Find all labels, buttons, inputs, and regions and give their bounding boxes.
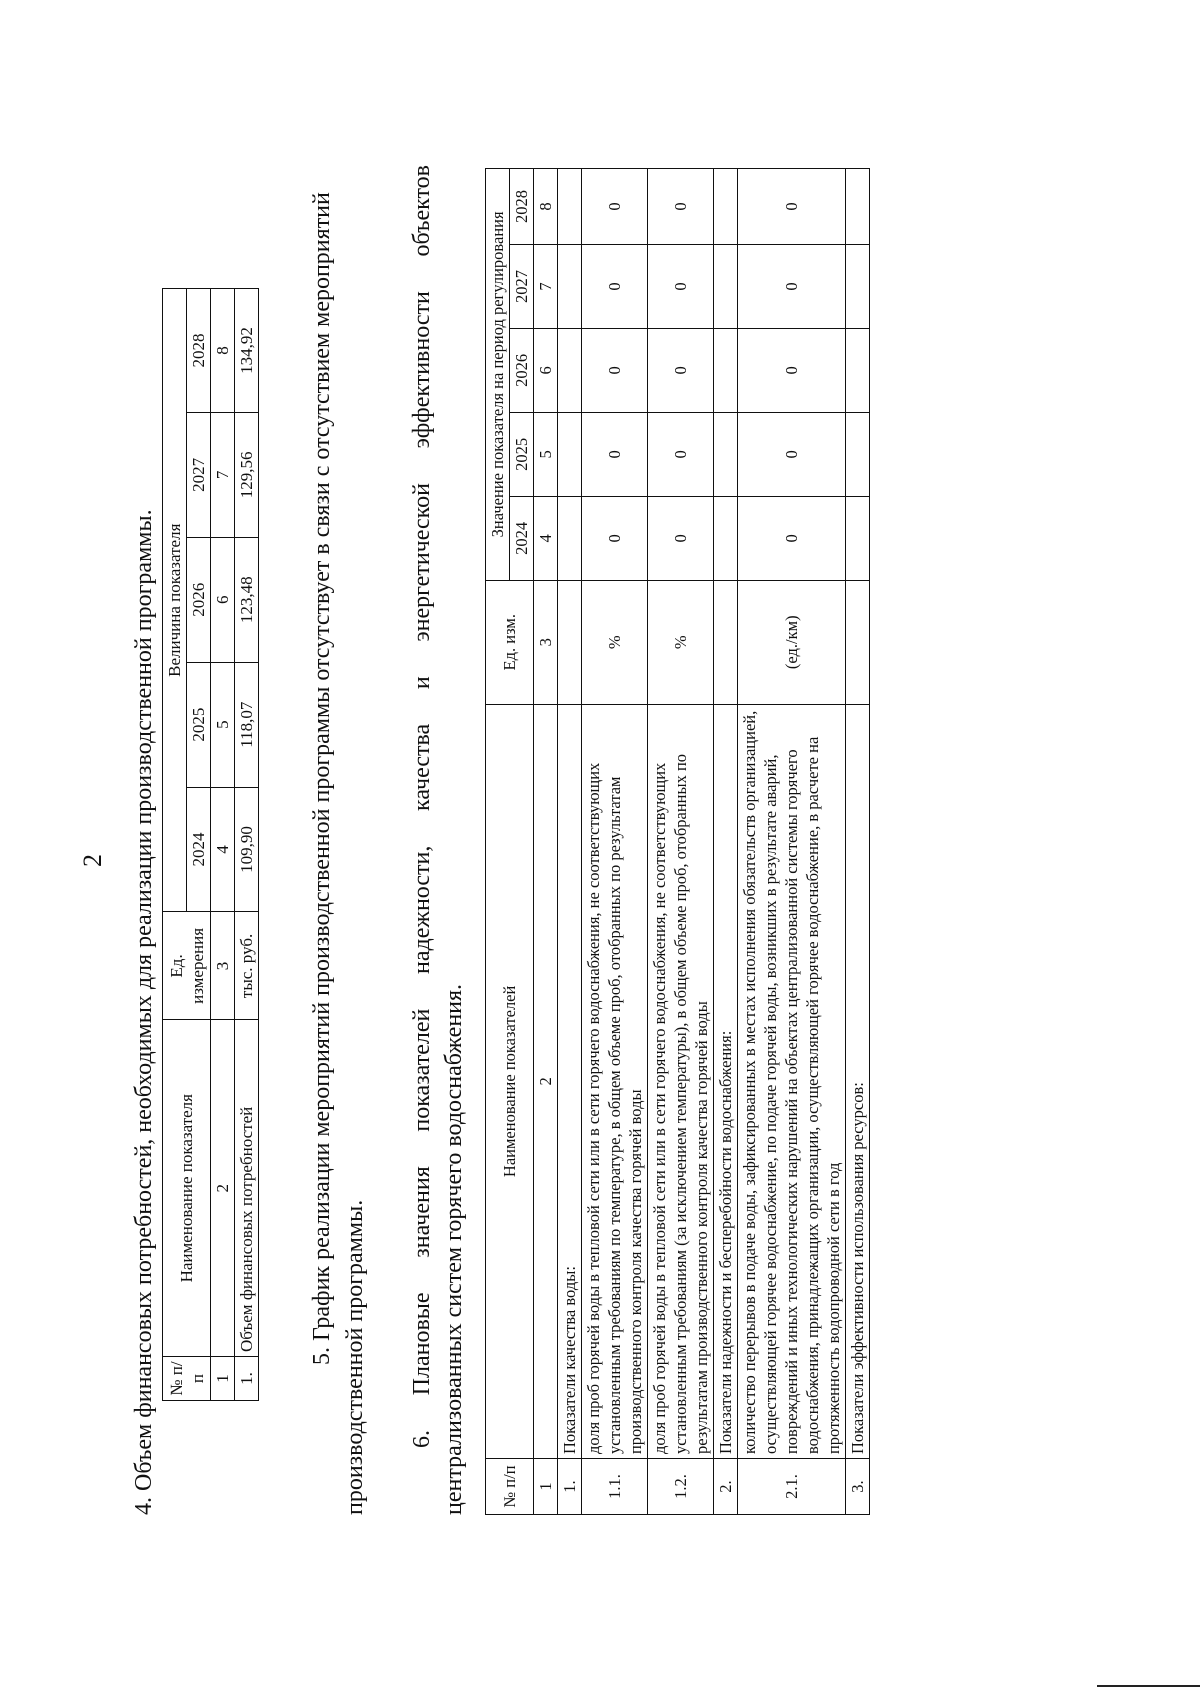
index-cell: 2 [534, 704, 558, 1458]
section4-title: 4. Объем финансовых потребностей, необходимых для реализации производственной программы. [131, 509, 157, 1515]
value-cell: 0 [582, 244, 648, 328]
section6-title-line2: централизованных систем горячего водоснабжения. [441, 983, 467, 1515]
group-row [846, 169, 870, 1515]
index-cell: 5 [534, 412, 558, 496]
financial-needs-table [162, 288, 259, 1401]
value-cell: 0 [648, 496, 714, 580]
index-cell: 8 [211, 289, 235, 413]
index-cell: 7 [211, 412, 235, 537]
page-number: 2 [78, 854, 107, 867]
value-cell: 118,07 [235, 662, 259, 787]
group-name: Показатели эффективности использования ресурсов: [846, 704, 870, 1458]
row-unit: % [582, 580, 648, 704]
value-cell: 129,56 [235, 412, 259, 537]
value-cell: 0 [582, 496, 648, 580]
row-no: 1.2. [648, 1459, 714, 1515]
value-cell: 0 [648, 328, 714, 412]
year-cell: 2027 [187, 412, 211, 537]
row-name: доля проб горячей воды в тепловой сети или в сети горячего водоснабжения, не соответствующих установленным требованиям (за исключением температуры), в общем объеме проб, отобранных по результатам производственного контроля качества горячей воды [648, 704, 714, 1458]
row-name: Объем финансовых потребностей [235, 1020, 259, 1357]
value-cell: 0 [738, 328, 846, 412]
year-cell: 2024 [510, 496, 534, 580]
header-unit: Ед. измерения [163, 912, 211, 1020]
value-cell: 123,48 [235, 537, 259, 662]
header-name: Наименование показателей [486, 704, 534, 1458]
index-cell: 4 [534, 496, 558, 580]
row-no: 1. [235, 1357, 259, 1401]
value-cell: 0 [738, 169, 846, 245]
row-no: 2.1. [738, 1459, 846, 1515]
index-row [211, 289, 235, 1401]
value-cell: 0 [582, 169, 648, 245]
row-unit: % [648, 580, 714, 704]
index-cell: 1 [211, 1357, 235, 1401]
row-unit: тыс. руб. [235, 912, 259, 1020]
group-name: Показатели качества воды: [558, 704, 582, 1458]
header-unit: Ед. изм. [486, 580, 534, 704]
index-cell: 1 [534, 1459, 558, 1515]
header-no: № п/п [486, 1459, 534, 1515]
year-cell: 2027 [510, 244, 534, 328]
value-cell: 0 [738, 244, 846, 328]
header-no: № п/п [163, 1357, 211, 1401]
index-row [534, 169, 558, 1515]
group-row [558, 169, 582, 1515]
header-name: Наименование показателя [163, 1020, 211, 1357]
header-value: Значение показателя на период регулирования [486, 169, 510, 581]
table-row [582, 169, 648, 1515]
group-name: Показатели надежности и бесперебойности водоснабжения: [714, 704, 738, 1458]
section5-text: 5. График реализации мероприятий производственной программы отсутствует в связи с отсутствием мероприятий производственной программы. [309, 192, 368, 1515]
table-row [648, 169, 714, 1515]
value-cell: 0 [738, 412, 846, 496]
index-cell: 5 [211, 662, 235, 787]
table-row [738, 169, 846, 1515]
table-row [235, 289, 259, 1401]
year-cell: 2025 [187, 662, 211, 787]
value-cell: 0 [582, 328, 648, 412]
row-no: 1.1. [582, 1459, 648, 1515]
value-cell: 0 [648, 244, 714, 328]
value-cell: 0 [738, 496, 846, 580]
row-name: количество перерывов в подаче воды, зафиксированных в местах исполнения обязательств организацией, осуществляющей горячее водоснабжение, по подаче горячей воды, возникших в результате аварий, повреждений и иных технологических нарушений на объектах централизованной системы горячего водоснабжения, принадлежащих организации, осуществляющей горячее водоснабжение, в расчете на протяженность водопроводной сети в год [738, 704, 846, 1458]
index-cell: 7 [534, 244, 558, 328]
section6-title-line1: 6. Плановые значения показателей надежности, качества и энергетической эффективности объектов [409, 165, 435, 1448]
header-value: Величина показателя [163, 289, 187, 912]
year-cell: 2028 [187, 289, 211, 413]
value-cell: 134,92 [235, 289, 259, 413]
indicators-table [485, 168, 870, 1515]
value-cell: 0 [648, 169, 714, 245]
year-cell: 2026 [187, 537, 211, 662]
index-cell: 3 [534, 580, 558, 704]
index-cell: 2 [211, 1020, 235, 1357]
row-name: доля проб горячей воды в тепловой сети или в сети горячего водоснабжения, не соответствующих установленным требованиям по температуре, в общем объеме проб, отобранных по результатам производственного контроля качества горячей воды [582, 704, 648, 1458]
year-cell: 2026 [510, 328, 534, 412]
index-cell: 6 [534, 328, 558, 412]
index-cell: 6 [211, 537, 235, 662]
value-cell: 0 [582, 412, 648, 496]
group-no: 1. [558, 1459, 582, 1515]
group-row [714, 169, 738, 1515]
year-cell: 2024 [187, 787, 211, 912]
group-no: 3. [846, 1459, 870, 1515]
index-cell: 4 [211, 787, 235, 912]
value-cell: 109,90 [235, 787, 259, 912]
year-cell: 2025 [510, 412, 534, 496]
index-cell: 3 [211, 912, 235, 1020]
year-cell: 2028 [510, 169, 534, 245]
value-cell: 0 [648, 412, 714, 496]
index-cell: 8 [534, 169, 558, 245]
group-no: 2. [714, 1459, 738, 1515]
row-unit: (ед./км) [738, 580, 846, 704]
